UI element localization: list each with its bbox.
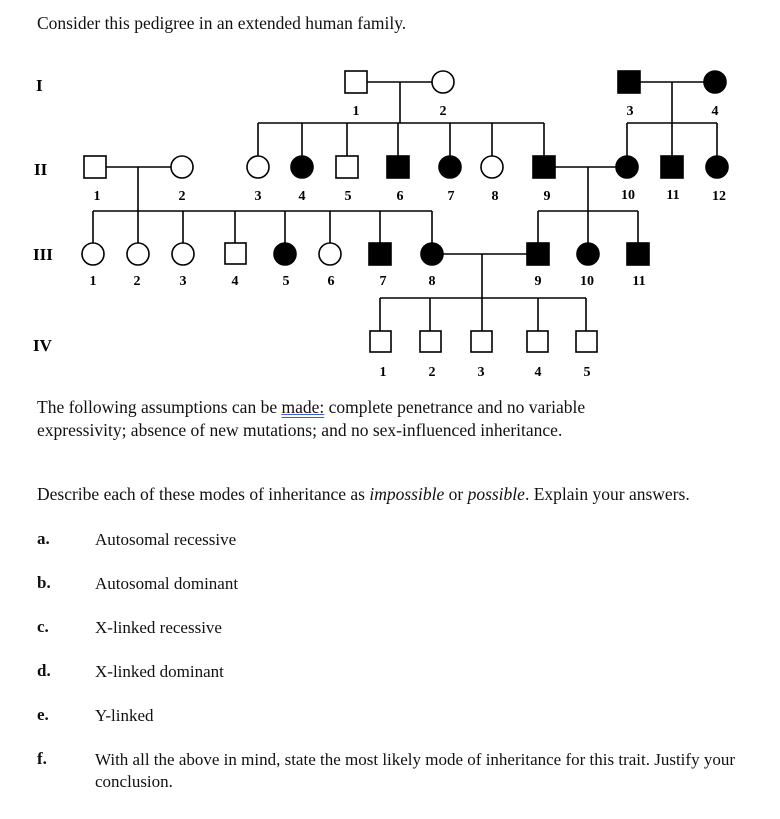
item-text: Autosomal recessive bbox=[95, 530, 237, 549]
gen2-label-10: 10 bbox=[621, 188, 635, 203]
gen1-label-3: 3 bbox=[626, 104, 634, 119]
question-prompt bbox=[37, 484, 690, 505]
item-letter: f. bbox=[37, 749, 47, 768]
gen4-male-2 bbox=[420, 331, 441, 352]
gen3-male-11-affected bbox=[627, 243, 649, 265]
gen3-female-6 bbox=[319, 243, 341, 265]
question-or: or bbox=[444, 484, 468, 504]
item-letter: c. bbox=[37, 617, 49, 636]
gen2-label-6: 6 bbox=[396, 189, 404, 204]
gen2-label-3: 3 bbox=[254, 189, 262, 204]
gen2-male-6-affected bbox=[387, 156, 409, 178]
gen3-female-10-affected bbox=[577, 243, 599, 265]
gen4-male-5 bbox=[576, 331, 597, 352]
assumptions-text-end: complete penetrance and no variable expressivity; absence of new mutations; and no sex-influenced inheritance. bbox=[37, 397, 586, 440]
gen3-male-9-affected bbox=[527, 243, 549, 265]
question-part1: Describe each of these modes of inheritance as bbox=[37, 484, 370, 504]
intro-text: Consider this pedigree in an extended human family. bbox=[37, 13, 407, 33]
question-part2: . Explain your answers. bbox=[524, 484, 690, 504]
gen2-label-4: 4 bbox=[298, 189, 306, 204]
gen3-label-9: 9 bbox=[534, 274, 542, 289]
generation-label-II: II bbox=[34, 160, 48, 179]
gen4-label-1: 1 bbox=[379, 365, 387, 380]
gen2-male-5 bbox=[336, 156, 358, 178]
gen2-male-1 bbox=[84, 156, 106, 178]
item-letter: b. bbox=[37, 573, 51, 592]
gen3-label-3: 3 bbox=[179, 274, 187, 289]
gen3-label-8: 8 bbox=[428, 274, 436, 289]
assumptions-paragraph bbox=[37, 396, 677, 442]
gen2-male-11-affected bbox=[661, 156, 683, 178]
gen3-male-4 bbox=[225, 243, 246, 264]
generation-label-IV: IV bbox=[33, 336, 52, 355]
gen2-label-11: 11 bbox=[666, 188, 680, 203]
question-possible: possible bbox=[467, 484, 525, 504]
item-letter: a. bbox=[37, 529, 50, 548]
item-text: Y-linked bbox=[95, 706, 154, 725]
generation-label-III: III bbox=[33, 245, 53, 264]
assumptions-text-start: The following assumptions can be bbox=[37, 397, 282, 417]
gen2-label-7: 7 bbox=[447, 189, 455, 204]
gen2-label-8: 8 bbox=[491, 189, 499, 204]
item-letter: e. bbox=[37, 705, 49, 724]
gen4-label-5: 5 bbox=[583, 365, 591, 380]
gen3-label-4: 4 bbox=[231, 274, 239, 289]
gen4-male-3 bbox=[471, 331, 492, 352]
gen3-female-1 bbox=[82, 243, 104, 265]
generation-label-I: I bbox=[36, 76, 43, 95]
gen3-female-5-affected bbox=[274, 243, 296, 265]
gen1-female-2 bbox=[432, 71, 454, 93]
gen2-female-7-affected bbox=[439, 156, 461, 178]
gen3-label-10: 10 bbox=[580, 274, 594, 289]
gen1-male-3-affected bbox=[618, 71, 640, 93]
gen3-male-7-affected bbox=[369, 243, 391, 265]
gen4-male-4 bbox=[527, 331, 548, 352]
gen1-label-2: 2 bbox=[439, 104, 447, 119]
gen4-label-3: 3 bbox=[477, 365, 485, 380]
item-text: Autosomal dominant bbox=[95, 574, 239, 593]
gen3-label-7: 7 bbox=[379, 274, 387, 289]
item-text: With all the above in mind, state the most likely mode of inheritance for this trait. Justify your conclusion. bbox=[95, 750, 735, 791]
gen1-female-4-affected bbox=[704, 71, 726, 93]
question-impossible: impossible bbox=[369, 484, 445, 504]
gen3-label-6: 6 bbox=[327, 274, 335, 289]
gen3-label-5: 5 bbox=[282, 274, 290, 289]
gen2-label-12: 12 bbox=[712, 189, 726, 204]
gen2-female-8 bbox=[481, 156, 503, 178]
gen3-female-8-affected bbox=[421, 243, 443, 265]
gen2-label-9: 9 bbox=[543, 189, 551, 204]
pedigree-lines bbox=[93, 82, 717, 331]
gen2-label-1: 1 bbox=[93, 189, 101, 204]
gen3-label-11: 11 bbox=[632, 274, 646, 289]
gen3-female-2 bbox=[127, 243, 149, 265]
item-text: X-linked recessive bbox=[95, 618, 222, 637]
gen2-female-4-affected bbox=[291, 156, 313, 178]
gen3-label-2: 2 bbox=[133, 274, 141, 289]
gen2-label-2: 2 bbox=[178, 189, 186, 204]
gen2-male-9-affected bbox=[533, 156, 555, 178]
gen4-male-1 bbox=[370, 331, 391, 352]
gen2-female-2 bbox=[171, 156, 193, 178]
gen2-female-12-affected bbox=[706, 156, 728, 178]
gen1-label-1: 1 bbox=[352, 104, 360, 119]
gen1-label-4: 4 bbox=[711, 104, 719, 119]
assumptions-underlined-word: made: bbox=[281, 397, 325, 417]
gen4-label-4: 4 bbox=[534, 365, 542, 380]
pedigree-chart bbox=[0, 0, 780, 390]
gen1-male-1 bbox=[345, 71, 367, 93]
item-letter: d. bbox=[37, 661, 51, 680]
gen3-label-1: 1 bbox=[89, 274, 97, 289]
item-text: X-linked dominant bbox=[95, 662, 224, 681]
gen2-female-3 bbox=[247, 156, 269, 178]
gen2-label-5: 5 bbox=[344, 189, 352, 204]
gen2-female-10-affected bbox=[616, 156, 638, 178]
gen3-female-3 bbox=[172, 243, 194, 265]
gen4-label-2: 2 bbox=[428, 365, 436, 380]
